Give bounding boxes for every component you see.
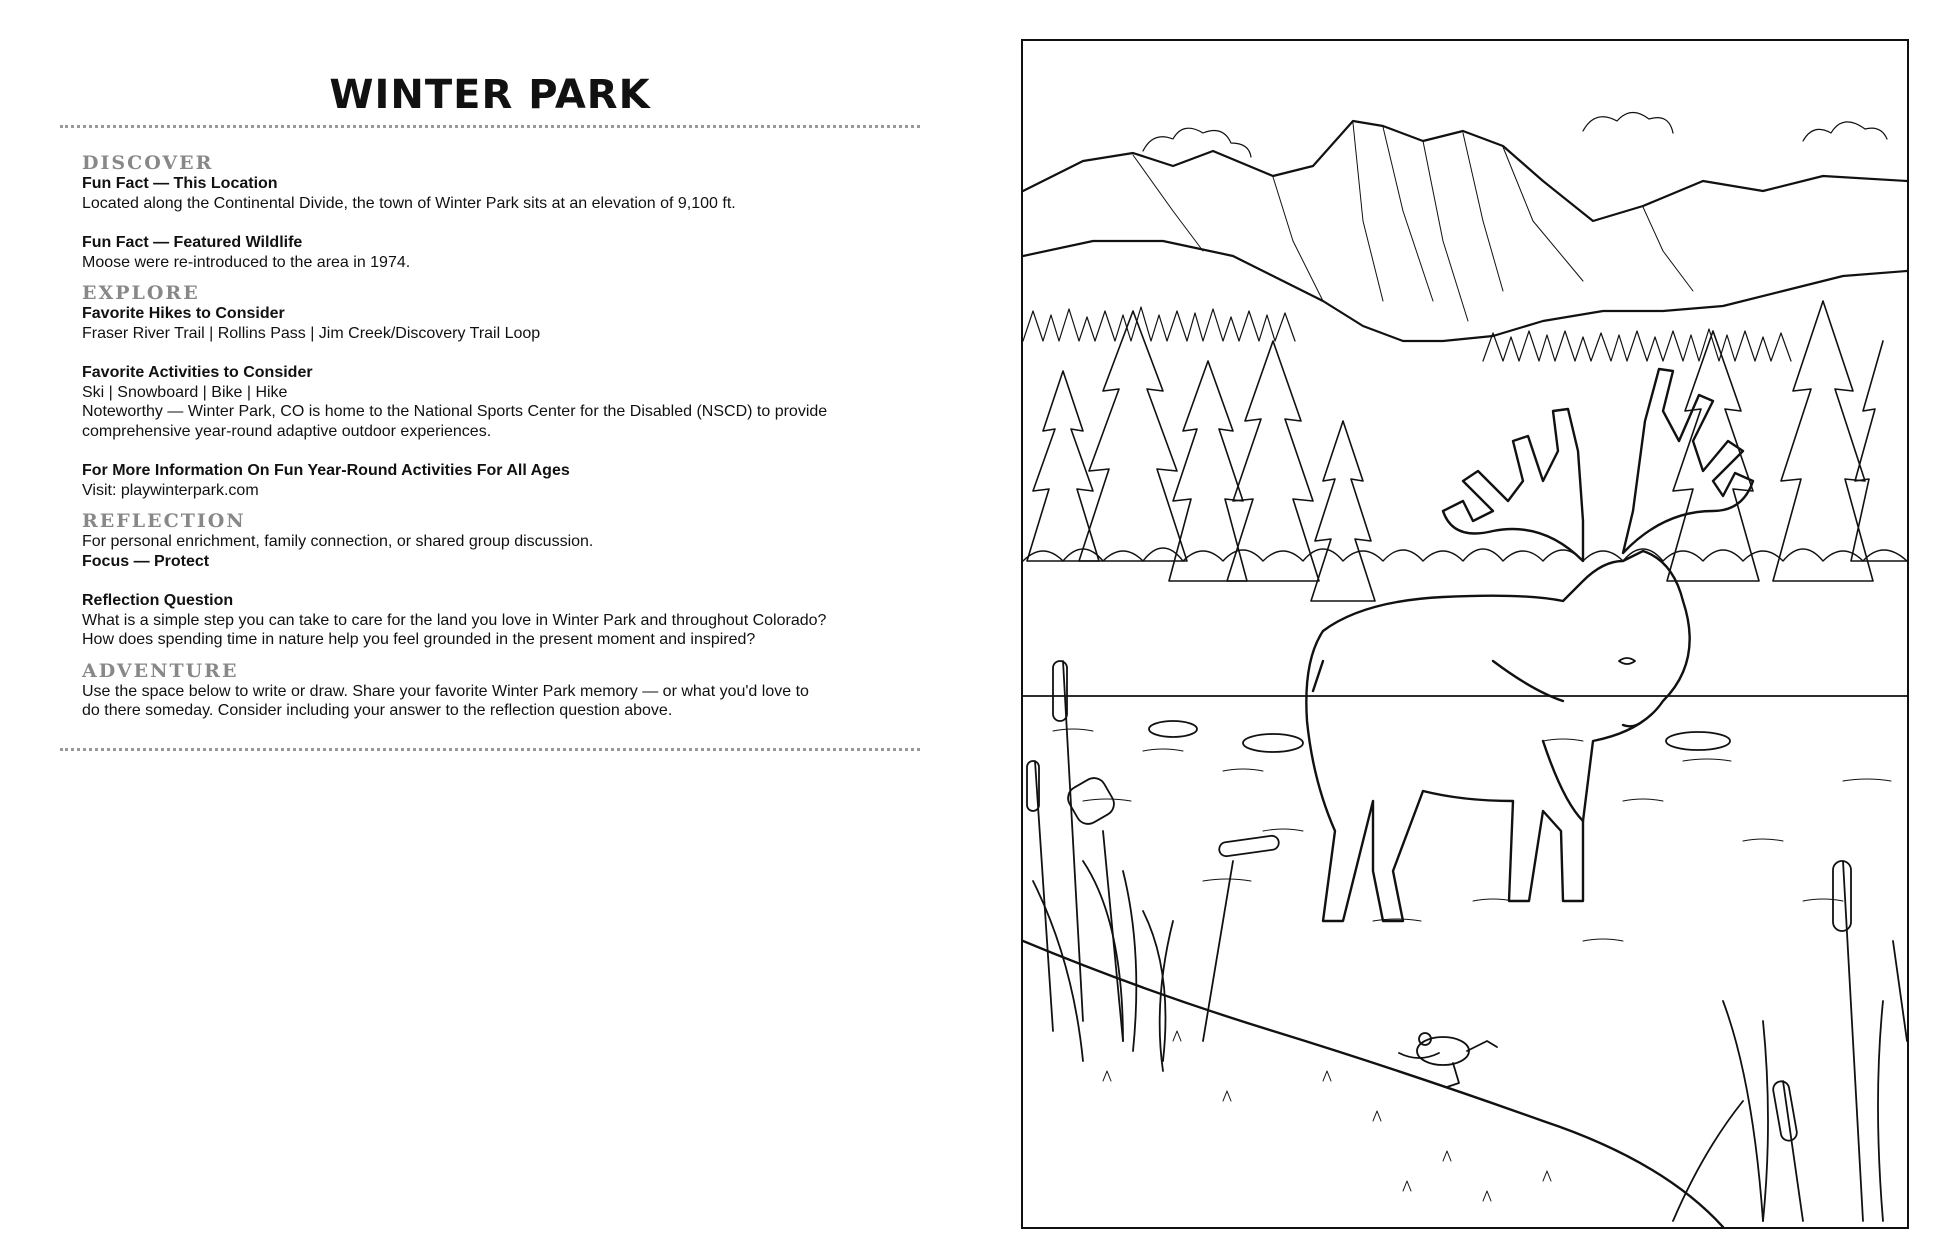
moose-coloring-illustration [1021,39,1909,1229]
activities-text: Ski | Snowboard | Bike | Hike [82,383,288,401]
adventure-heading: ADVENTURE [82,659,239,682]
river-rocks [1149,721,1730,752]
fact2-text: Moose were re-introduced to the area in 1974. [82,253,411,271]
water-ripples [1053,729,1891,941]
adventure-line-2: do there someday. Consider including your answer to the reflection question above. [82,702,673,719]
fact1-label: Fun Fact — This Location [82,175,278,192]
focus-label: Focus — Protect [82,552,210,570]
top-dotted-divider [60,125,920,128]
frog [1399,1033,1497,1087]
moose-antlers [1443,369,1753,561]
mountains [1023,121,1907,341]
hikes-text: Fraser River Trail | Rollins Pass | Jim Creek/Discovery Trail Loop [82,324,541,342]
explore-heading: EXPLORE [82,282,200,304]
question-line-2: How does spending time in nature help you feel grounded in the present moment and inspired? [82,631,756,648]
noteworthy-line-1: Noteworthy — Winter Park, CO is home to the National Sports Center for the Disabled (NSCD) to provide [82,403,828,420]
reflection-heading: REFLECTION [82,510,246,532]
reflection-intro: For personal enrichment, family connection, or shared group discussion. [82,533,594,550]
shoreline [1023,941,1723,1227]
activities-label: Favorite Activities to Consider [82,364,313,381]
moose [1306,551,1689,921]
distant-treeline [1023,307,1791,361]
page-title: WINTER PARK [329,72,651,118]
info-link-text: Visit: playwinterpark.com [82,481,259,499]
hikes-label: Favorite Hikes to Consider [82,305,285,322]
content-body [82,152,912,721]
grass-marks [1103,1031,1551,1201]
clouds [1143,112,1887,157]
cattails-right [1673,861,1907,1221]
cattails-left [1027,661,1280,1071]
discover-heading: DISCOVER [82,152,214,174]
info-label: For More Information On Fun Year-Round Activities For All Ages [82,462,570,479]
adventure-line-1: Use the space below to write or draw. Share your favorite Winter Park memory — or what you'd love to [82,682,809,700]
noteworthy-line-2: comprehensive year-round adaptive outdoor experiences. [82,422,492,440]
question-label: Reflection Question [82,592,234,609]
bottom-dotted-divider [60,748,920,751]
question-line-1: What is a simple step you can take to care for the land you love in Winter Park and throughout Colorado? [82,611,827,629]
fact2-label: Fun Fact — Featured Wildlife [82,234,303,251]
shrub-line [1023,548,1907,561]
fact1-text: Located along the Continental Divide, the town of Winter Park sits at an elevation of 9,100 ft. [82,194,736,212]
